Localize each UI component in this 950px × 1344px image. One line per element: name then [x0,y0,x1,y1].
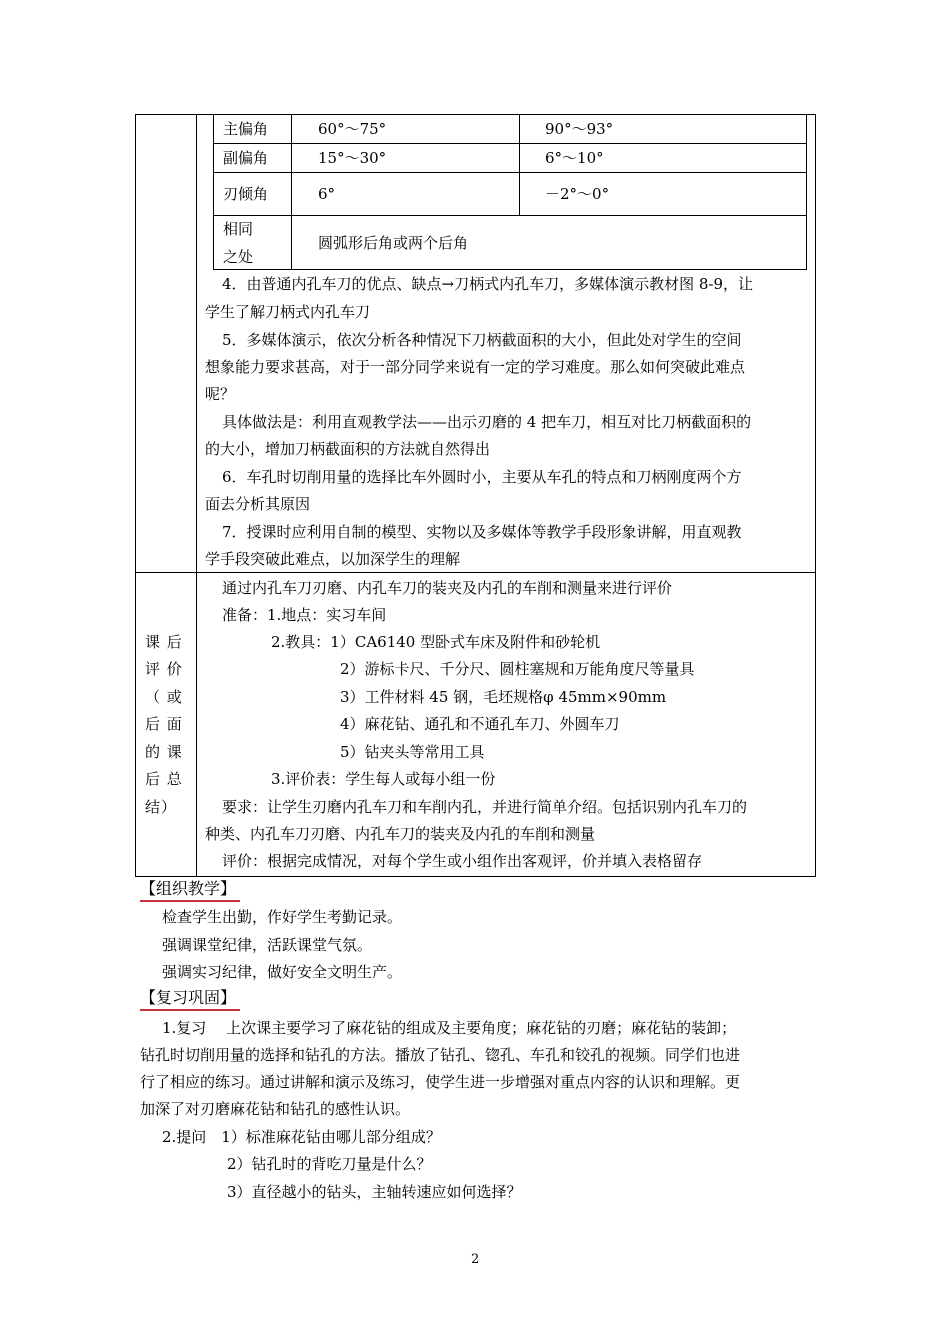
angle-row-value-a: 6° [318,185,336,203]
eval-label-line: 后 面 [145,715,183,733]
angle-table-line [213,172,806,173]
eval-label-line: 评 价 [145,660,183,678]
angle-table-line [213,114,806,115]
eval-line: 通过内孔车刀刃磨、内孔车刀的装夹及内孔的车削和测量来进行评价 [222,579,673,597]
angle-table-line [213,114,214,270]
angle-table-line [519,114,520,216]
process-line: 面去分析其原因 [205,495,311,513]
table-right-border [815,114,816,877]
process-line: 6．车孔时切削用量的选择比车外圆时小，主要从车孔的特点和刀柄刚度两个方 [222,468,742,486]
organize-line: 强调课堂纪律，活跃课堂气氛。 [162,936,373,954]
eval-label-line: 结） [145,798,178,816]
eval-line: 准备：1.地点：实习车间 [222,606,387,624]
common-label-line1: 相同 [223,220,254,238]
angle-row-value-b: 6°～10° [545,149,604,167]
eval-line: 要求：让学生刃磨内孔车刀和车削内孔，并进行简单介绍。包括识别内孔车刀的 [222,798,748,816]
table-row-divider [135,572,816,573]
angle-row-label: 刃倾角 [223,185,269,203]
eval-label-line: 课 后 [145,633,183,651]
review-line: 2.提问 1）标准麻花钻由哪儿部分组成？ [162,1128,441,1146]
eval-label-line: 的 课 [145,743,183,761]
eval-line: 评价：根据完成情况，对每个学生或小组作出客观评，价并填入表格留存 [222,852,703,870]
angle-row-value-a: 15°～30° [318,149,387,167]
eval-line: 3.评价表：学生每人或每小组一份 [271,770,496,788]
table-left-border [135,114,136,877]
process-line: 学手段突破此难点，以加深学生的理解 [205,550,461,568]
review-line: 3）直径越小的钻头，主轴转速应如何选择？ [227,1183,522,1201]
angle-table-line [213,269,806,270]
process-line: 5．多媒体演示，依次分析各种情况下刀柄截面积的大小，但此处对学生的空间 [222,331,742,349]
common-label-line2: 之处 [223,248,254,266]
section-review-title: 【复习巩固】 [140,987,240,1011]
angle-row-label: 主偏角 [223,120,269,138]
organize-line: 检查学生出勤，作好学生考勤记录。 [162,908,403,926]
organize-line: 强调实习纪律，做好安全文明生产。 [162,963,403,981]
section-organize-title: 【组织教学】 [140,878,240,902]
table-label-divider [196,114,197,877]
common-value: 圆弧形后角或两个后角 [318,234,469,252]
eval-line: 3）工件材料 45 钢，毛坯规格φ 45mm×90mm [340,688,667,706]
page-number: 2 [471,1252,480,1267]
process-line: 学生了解刀柄式内孔车刀 [205,303,371,321]
angle-table-line [213,143,806,144]
angle-table-line [291,114,292,270]
process-line: 呢？ [205,385,236,403]
angle-table-line [213,215,806,216]
eval-label-line: 后 总 [145,770,183,788]
eval-line: 2）游标卡尺、千分尺、圆柱塞规和万能角度尺等量具 [340,660,695,678]
eval-line: 2.教具：1）CA6140 型卧式车床及附件和砂轮机 [271,633,601,651]
angle-row-value-a: 60°～75° [318,120,387,138]
eval-line: 种类、内孔车刀刃磨、内孔车刀的装夹及内孔的车削和测量 [205,825,596,843]
angle-row-value-b: 90°～93° [545,120,614,138]
review-line: 行了相应的练习。通过讲解和演示及练习，使学生进一步增强对重点内容的认识和理解。更 [140,1073,741,1091]
process-line: 4．由普通内孔车刀的优点、缺点→刀柄式内孔车刀，多媒体演示教材图 8-9，让 [222,275,754,293]
eval-label-line: （ 或 [145,688,183,706]
angle-row-label: 副偏角 [223,149,269,167]
eval-line: 5）钻夹头等常用工具 [340,743,485,761]
process-line: 7．授课时应利用自制的模型、实物以及多媒体等教学手段形象讲解，用直观教 [222,523,742,541]
review-line: 加深了对刃磨麻花钻和钻孔的感性认识。 [140,1100,411,1118]
process-line: 的大小，增加刀柄截面积的方法就自然得出 [205,440,491,458]
angle-table-line [806,114,807,270]
process-line: 具体做法是：利用直观教学法——出示刃磨的 4 把车刀，相互对比刀柄截面积的 [222,413,752,431]
eval-line: 4）麻花钻、通孔和不通孔车刀、外圆车刀 [340,715,620,733]
review-line: 钻孔时切削用量的选择和钻孔的方法。播放了钻孔、锪孔、车孔和铰孔的视频。同学们也进 [140,1046,741,1064]
review-line: 2）钻孔时的背吃刀量是什么？ [227,1155,432,1173]
table-bottom-border [135,876,816,877]
angle-row-value-b: －2°～0° [545,185,610,203]
review-line: 1.复习 上次课主要学习了麻花钻的组成及主要角度；麻花钻的刃磨；麻花钻的装卸； [162,1019,737,1037]
process-line: 想象能力要求甚高，对于一部分同学来说有一定的学习难度。那么如何突破此难点 [205,358,746,376]
